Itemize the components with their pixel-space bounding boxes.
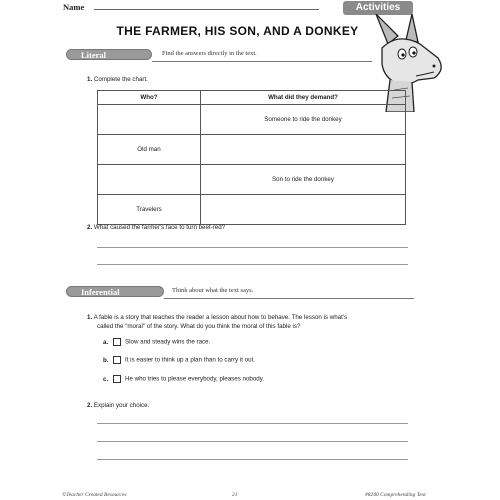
question-text: Complete the chart. xyxy=(93,76,148,83)
inferential-rule xyxy=(164,298,414,299)
chart-cell-who[interactable] xyxy=(98,105,201,135)
table-row xyxy=(98,195,406,225)
option-letter: c. xyxy=(103,375,109,383)
chart-header-who: Who? xyxy=(98,91,201,105)
question-number: 2. xyxy=(87,402,93,409)
footer-page-number: 21 xyxy=(232,492,238,498)
table-row xyxy=(98,135,406,165)
option-letter: a. xyxy=(103,338,109,346)
answer-line[interactable] xyxy=(97,264,408,265)
question-number: 1. xyxy=(87,314,93,321)
question-number: 2. xyxy=(87,224,93,231)
answer-line[interactable] xyxy=(97,423,408,424)
question-number: 1. xyxy=(87,76,93,83)
name-label: Name xyxy=(63,2,85,12)
chart-cell-who[interactable] xyxy=(98,165,201,195)
answer-line[interactable] xyxy=(97,459,408,460)
option-letter: b. xyxy=(103,356,109,364)
option-text: He who tries to please everybody, pleases nobody. xyxy=(125,375,265,383)
answer-line[interactable] xyxy=(97,441,408,442)
chart-header-demand: What did they demand? xyxy=(201,91,406,105)
footer-book-id: #8240 Comprehending Text xyxy=(365,492,426,498)
question-text: What caused the farmer's face to turn beet-red? xyxy=(93,224,226,231)
literal-instruction: Find the answers directly in the text. xyxy=(162,50,257,57)
inferential-instruction: Think about what the text says. xyxy=(172,287,254,294)
checkbox[interactable] xyxy=(113,356,121,364)
chart-cell-demand[interactable]: Son to ride the donkey xyxy=(201,165,406,195)
chart-header-row xyxy=(98,91,406,105)
option-text: It is easier to think up a plan than to carry it out. xyxy=(125,356,256,364)
chart-cell-who[interactable]: Travelers xyxy=(98,195,201,225)
activities-banner: Activities xyxy=(343,1,413,15)
name-line[interactable] xyxy=(94,9,319,10)
chart-cell-demand[interactable]: Someone to ride the donkey xyxy=(201,105,406,135)
chart-cell-demand[interactable] xyxy=(201,195,406,225)
option-b[interactable] xyxy=(103,356,255,364)
literal-question-1 xyxy=(87,76,148,83)
question-text-line-2: called the "moral" of the story. What do you think the moral of this fable is? xyxy=(97,323,301,330)
checkbox[interactable] xyxy=(113,375,121,383)
table-row xyxy=(98,165,406,195)
inferential-question-2 xyxy=(87,402,149,409)
footer-copyright: ©Teacher Created Resources xyxy=(62,492,127,498)
answer-line[interactable] xyxy=(97,247,408,248)
literal-tab: Literal xyxy=(66,49,152,60)
who-demand-chart xyxy=(97,90,406,225)
inferential-tab: Inferential xyxy=(66,286,164,297)
chart-cell-who[interactable]: Old man xyxy=(98,135,201,165)
question-text-line-1: A fable is a story that teaches the reader a lesson about how to behave. The lesson is what's xyxy=(93,314,348,321)
question-text: Explain your choice. xyxy=(93,402,150,409)
chart-cell-demand[interactable] xyxy=(201,135,406,165)
table-row xyxy=(98,105,406,135)
option-c[interactable] xyxy=(103,375,264,383)
inferential-question-1 xyxy=(87,313,417,331)
literal-rule xyxy=(152,61,372,62)
page-title: THE FARMER, HIS SON, AND A DONKEY xyxy=(116,24,359,38)
option-text: Slow and steady wins the race. xyxy=(125,338,211,346)
option-a[interactable] xyxy=(103,338,210,346)
literal-question-2 xyxy=(87,224,225,231)
checkbox[interactable] xyxy=(113,338,121,346)
